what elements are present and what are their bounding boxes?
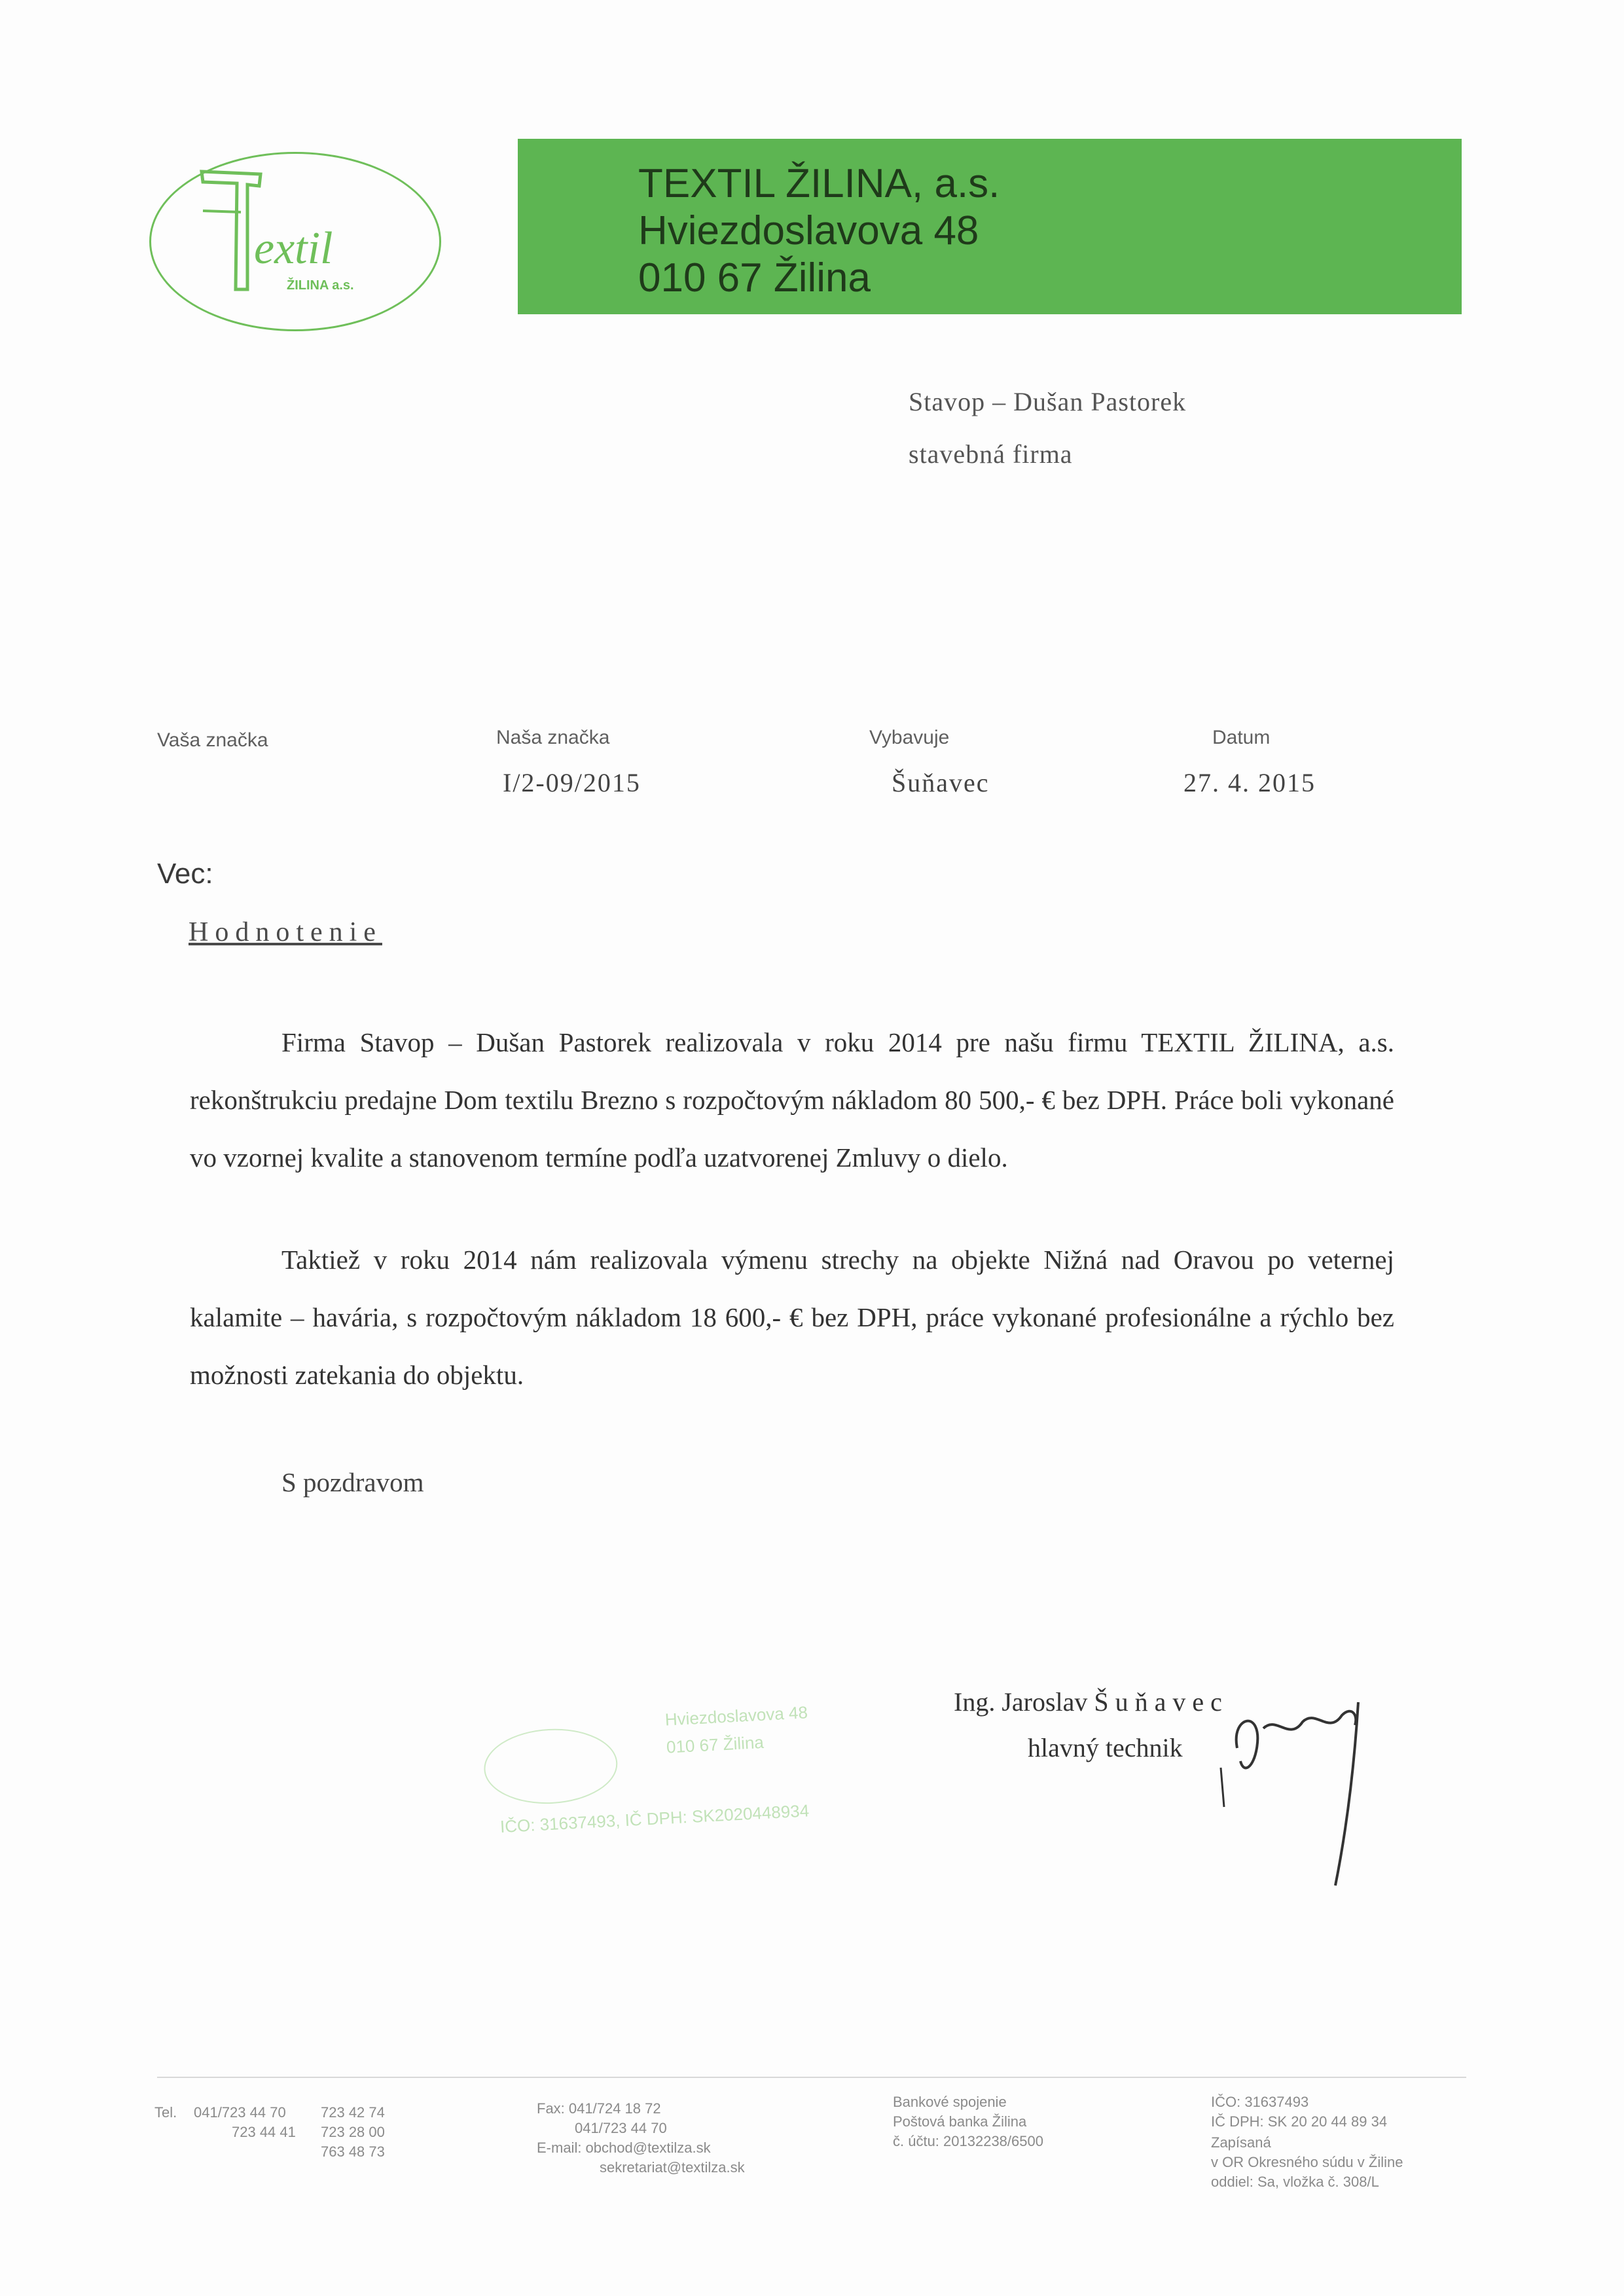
signatory-name: Ing. Jaroslav Š u ň a v e c [954,1687,1222,1717]
logo-word: extil [254,223,333,274]
date-label: Datum [1212,727,1271,748]
footer-email-1: E-mail: obchod@textilza.sk [537,2140,711,2156]
recipient-type: stavebná firma [909,439,1073,469]
footer-fax: Fax: 041/724 18 72 [537,2100,661,2117]
logo-subtitle: ŽILINA a.s. [287,278,354,293]
footer-tel-label: Tel. [154,2104,177,2121]
stamp-street: Hviezdoslavova 48 [664,1702,808,1730]
footer-bank-3: č. účtu: 20132238/6500 [893,2133,1043,2149]
company-city: 010 67 Žilina [638,255,871,301]
subject-label: Vec: [157,858,213,890]
footer-tel-4: 723 28 00 [321,2124,385,2140]
stamp-city: 010 67 Žilina [666,1732,765,1757]
company-logo [149,152,441,330]
footer-tel-1: 041/723 44 70 [194,2104,286,2121]
footer-reg-3: Zapísaná [1211,2134,1271,2151]
footer-fax-2: 041/723 44 70 [575,2120,667,2136]
company-stamp [480,1685,893,1857]
body-paragraph-2: Taktiež v roku 2014 nám realizovala výmenu strechy na objekte Nižná nad Oravou po veternej kalamite – havária, s rozpočtovým nákladom 18 600,- € bez DPH, práce vykonané profesionálne a rýchlo bez možnosti zatekania do objektu. [190,1245,1394,1390]
footer-email-2: sekretariat@textilza.sk [600,2159,745,2176]
handled-by-label: Vybavuje [869,727,950,748]
our-reference-value: I/2-09/2015 [503,768,641,797]
footer-reg-1: IČO: 31637493 [1211,2094,1309,2110]
your-reference-label: Vaša značka [157,729,268,751]
date-value: 27. 4. 2015 [1183,768,1316,797]
footer-bank-1: Bankové spojenie [893,2094,1007,2110]
handwritten-signature [1218,1676,1388,1899]
company-street: Hviezdoslavova 48 [638,208,979,253]
footer-reg-2: IČ DPH: SK 20 20 44 89 34 [1211,2113,1388,2130]
footer-tel-2: 723 44 41 [232,2124,296,2140]
body-paragraph-1: Firma Stavop – Dušan Pastorek realizovala v roku 2014 pre našu firmu TEXTIL ŽILINA, a.s. rekonštrukciu predajne Dom textilu Brezno s rozpočtovým nákladom 80 500,- € bez DPH. Práce boli vykonané vo vzornej kvalite a stanovenom termíne podľa uzatvorenej Zmluvy o dielo. [190,1027,1394,1173]
footer-divider [157,2077,1466,2078]
handled-by-value: Šuňavec [892,768,990,797]
footer-bank-2: Poštová banka Žilina [893,2113,1027,2130]
footer-reg-5: oddiel: Sa, vložka č. 308/L [1211,2174,1379,2190]
company-name: TEXTIL ŽILINA, a.s. [638,161,1000,206]
subject-title: Hodnotenie [189,917,382,947]
closing-salutation: S pozdravom [281,1467,424,1497]
our-reference-label: Naša značka [496,727,610,748]
recipient-name: Stavop – Dušan Pastorek [909,387,1187,416]
footer-tel-3: 723 42 74 [321,2104,385,2121]
footer-tel-5: 763 48 73 [321,2143,385,2160]
stamp-registration: IČO: 31637493, IČ DPH: SK2020448934 [499,1800,810,1837]
footer-reg-4: v OR Okresného súdu v Žiline [1211,2154,1403,2170]
signatory-role: hlavný technik [1028,1733,1183,1762]
